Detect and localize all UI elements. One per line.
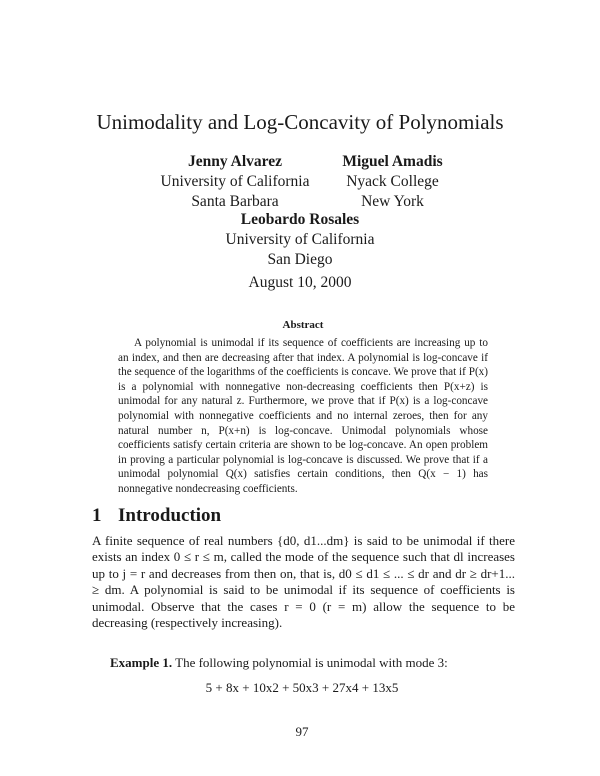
example-text: The following polynomial is unimodal with mode 3:: [175, 655, 448, 670]
example-line: [110, 655, 520, 671]
introduction-paragraph: A finite sequence of real numbers {d0, d1...dm} is said to be unimodal if there exists an index 0 ≤ r ≤ m, called the mode of the sequence such that dl increases up to j = r and decreases from then on, that is, d0 ≤ d1 ≤ ... ≤ dr and dr ≥ dr+1... ≥ dm. A polynomial is said to be unimodal if its sequence of coefficients is unimodal. Observe that the cases r = 0 (r = m) allow the sequence to be decreasing (respectively increasing).: [92, 533, 515, 631]
example-formula: 5 + 8x + 10x2 + 50x3 + 27x4 + 13x5: [205, 680, 399, 695]
author-name: Leobardo Rosales: [240, 211, 360, 228]
author-affiliation: University of California: [160, 173, 310, 190]
abstract-heading: Abstract: [282, 319, 324, 331]
author-name: Jenny Alvarez: [188, 153, 282, 170]
author-name: Miguel Amadis: [342, 153, 443, 170]
author-block-1: [150, 152, 320, 212]
author-affiliation: Santa Barbara: [191, 193, 279, 210]
paper-date: August 10, 2000: [248, 274, 352, 291]
author-block-3: [200, 210, 400, 270]
author-block-2: [310, 152, 475, 212]
author-affiliation: San Diego: [267, 251, 333, 268]
author-affiliation: Nyack College: [346, 173, 439, 190]
section-number: 1: [92, 505, 102, 526]
example-label: Example 1.: [110, 655, 173, 670]
author-affiliation: University of California: [225, 231, 375, 248]
page-number: 97: [295, 724, 309, 739]
section-title: Introduction: [118, 505, 222, 526]
section-heading: [92, 505, 221, 527]
paper-title: Unimodality and Log-Concavity of Polynomials: [96, 110, 504, 134]
author-affiliation: New York: [361, 193, 424, 210]
abstract-text: A polynomial is unimodal if its sequence of coefficients are increasing up to an index, and then are decreasing after that index. A polynomial is log-concave if the sequence of the logarithms of the coefficients is concave. We prove that if P(x) is a polynomial with nonnegative non-decreasing coefficients then P(x+z) is unimodal for any natural z. Furthermore, we prove that if P(x) is a log-concave polynomial with nonnegative coefficients and no internal zeroes, then for any natural number n, P(x+n) is log-concave. Unimodal polynomials whose coefficients satisfy certain criteria are shown to be log-concave. An open problem in proving a particular polynomial is log-concave is discussed. We prove that if a unimodal polynomial Q(x) satisfies certain conditions, then Q(x − 1) has nonnegative nondecreasing coefficients.: [118, 337, 488, 495]
